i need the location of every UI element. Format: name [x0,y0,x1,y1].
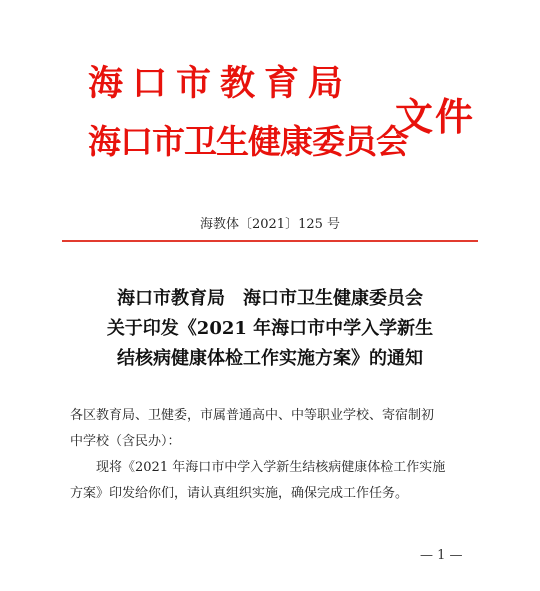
red-divider-line [62,240,478,242]
notice-title [0,284,540,374]
document-type-label: 文件 [395,94,476,139]
recipients-line-1: 各区教育局、卫健委，市属普通高中、中等职业学校、寄宿制初 [70,408,435,423]
issuer-name-education-bureau: 海口市教育局 [88,63,353,104]
title-line-3: 结核病健康体检工作实施方案》的通知 [117,348,423,369]
issuer-name-health-commission: 海口市卫生健康委员会 [88,122,408,161]
title-line-1: 海口市教育局 海口市卫生健康委员会 [117,288,423,309]
page-number: — 1 — [420,548,463,563]
title-line-2: 关于印发《2021 年海口市中学入学新生 [106,318,434,339]
notice-body [70,403,490,507]
document-header [88,56,488,166]
document-number: 海教体〔2021〕125 号 [199,217,341,232]
content-line-1: 现将《2021 年海口市中学入学新生结核病健康体检工作实施 [96,460,446,475]
content-line-2: 方案》印发给你们，请认真组织实施，确保完成工作任务。 [70,486,409,501]
recipients-line-2: 中学校（含民办）： [70,434,181,449]
